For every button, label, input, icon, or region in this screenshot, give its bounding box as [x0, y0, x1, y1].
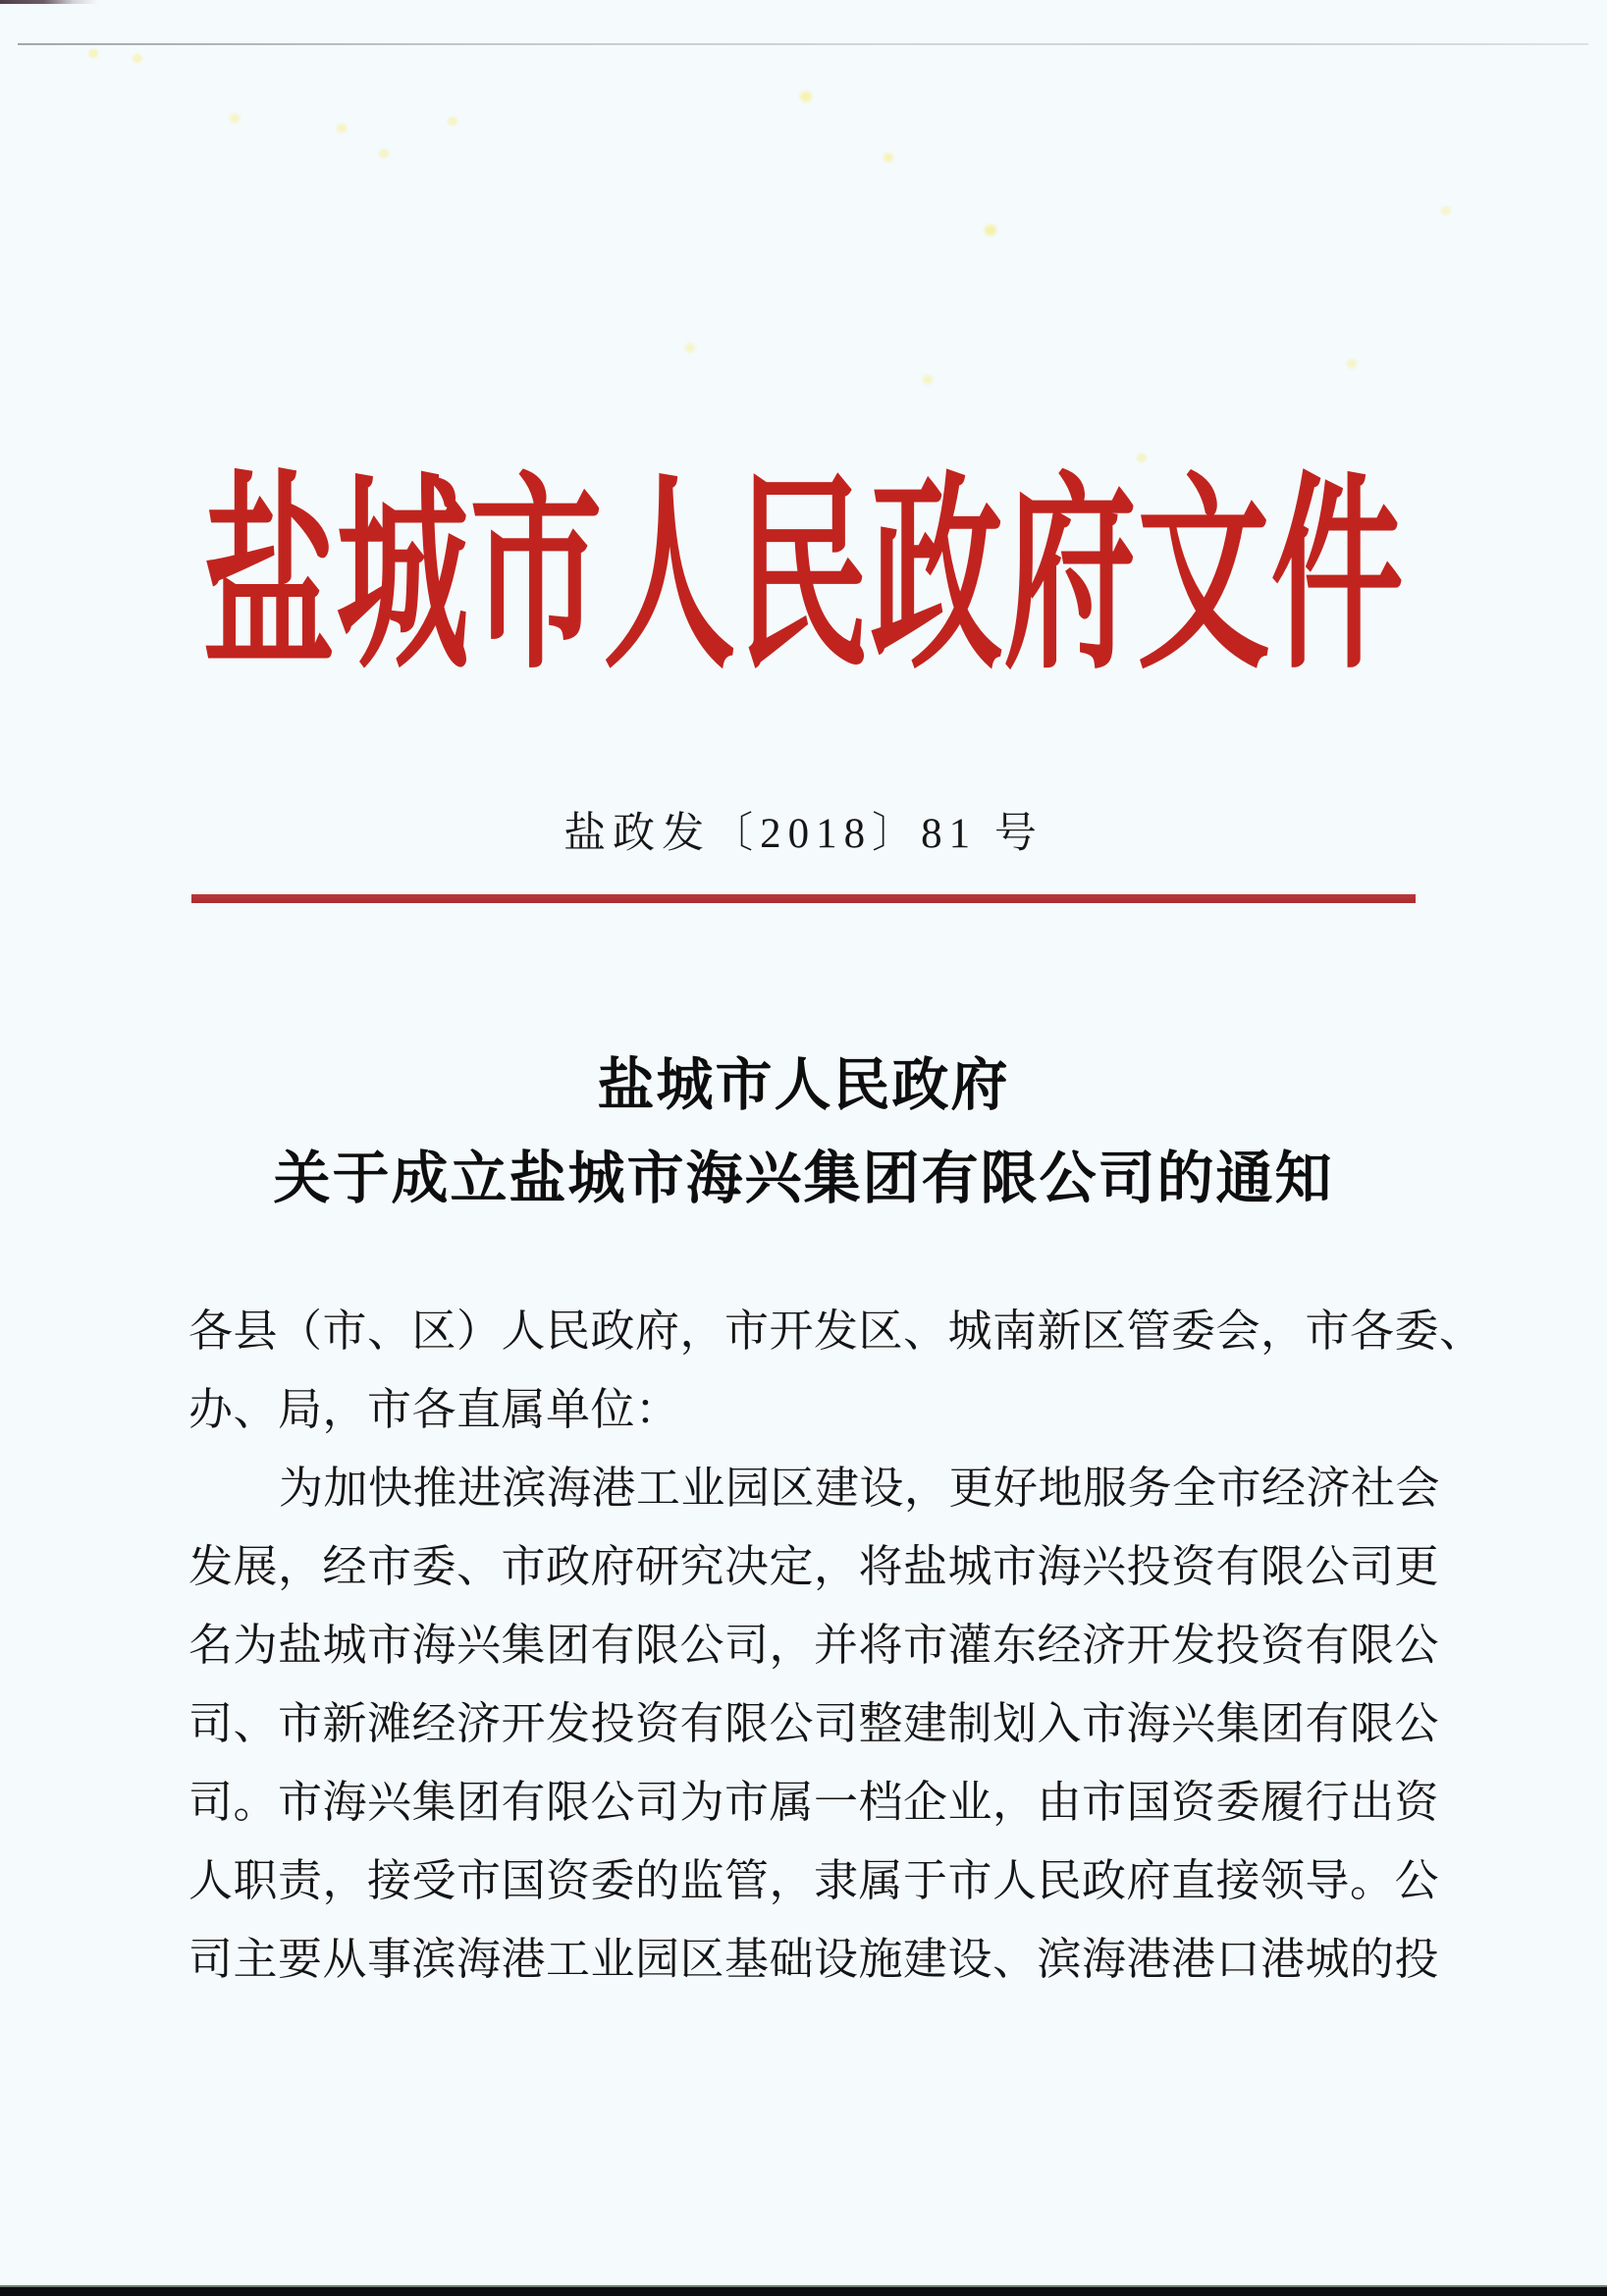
document-title-line-2: 关于成立盐城市海兴集团有限公司的通知	[273, 1147, 1334, 1210]
red-divider-line	[191, 894, 1416, 903]
scan-artifact-top-edge	[0, 0, 98, 4]
body-line-5: 名为盐城市海兴集团有限公司，并将市灌东经济开发投资有限公	[188, 1621, 1440, 1670]
body-line-1: 各县（市、区）人民政府，市开发区、城南新区管委会，市各委、	[188, 1307, 1484, 1356]
scan-artifact-horizontal-line	[18, 43, 1588, 45]
body-line-3: 为加快推进滨海港工业园区建设，更好地服务全市经济社会	[279, 1464, 1441, 1513]
body-line-7: 司。市海兴集团有限公司为市属一档企业，由市国资委履行出资	[188, 1778, 1440, 1827]
scan-speckles	[0, 0, 6, 5]
document-number: 盐政发〔2018〕81 号	[563, 811, 1044, 857]
body-line-9: 司主要从事滨海港工业园区基础设施建设、滨海港港口港城的投	[188, 1935, 1440, 1984]
body-line-8: 人职责，接受市国资委的监管，隶属于市人民政府直接领导。公	[188, 1856, 1440, 1905]
body-line-4: 发展，经市委、市政府研究决定，将盐城市海兴投资有限公司更	[188, 1542, 1440, 1591]
red-header-banner: 盐城市人民政府文件	[202, 462, 1405, 695]
scan-artifact-bottom-edge	[0, 2285, 1607, 2296]
body-line-6: 司、市新滩经济开发投资有限公司整建制划入市海兴集团有限公	[188, 1699, 1440, 1748]
document-title-line-1: 盐城市人民政府	[597, 1053, 1010, 1117]
document-body	[188, 1292, 1484, 1999]
document-title	[0, 1039, 1607, 1225]
body-line-2: 办、局，市各直属单位：	[188, 1385, 680, 1434]
